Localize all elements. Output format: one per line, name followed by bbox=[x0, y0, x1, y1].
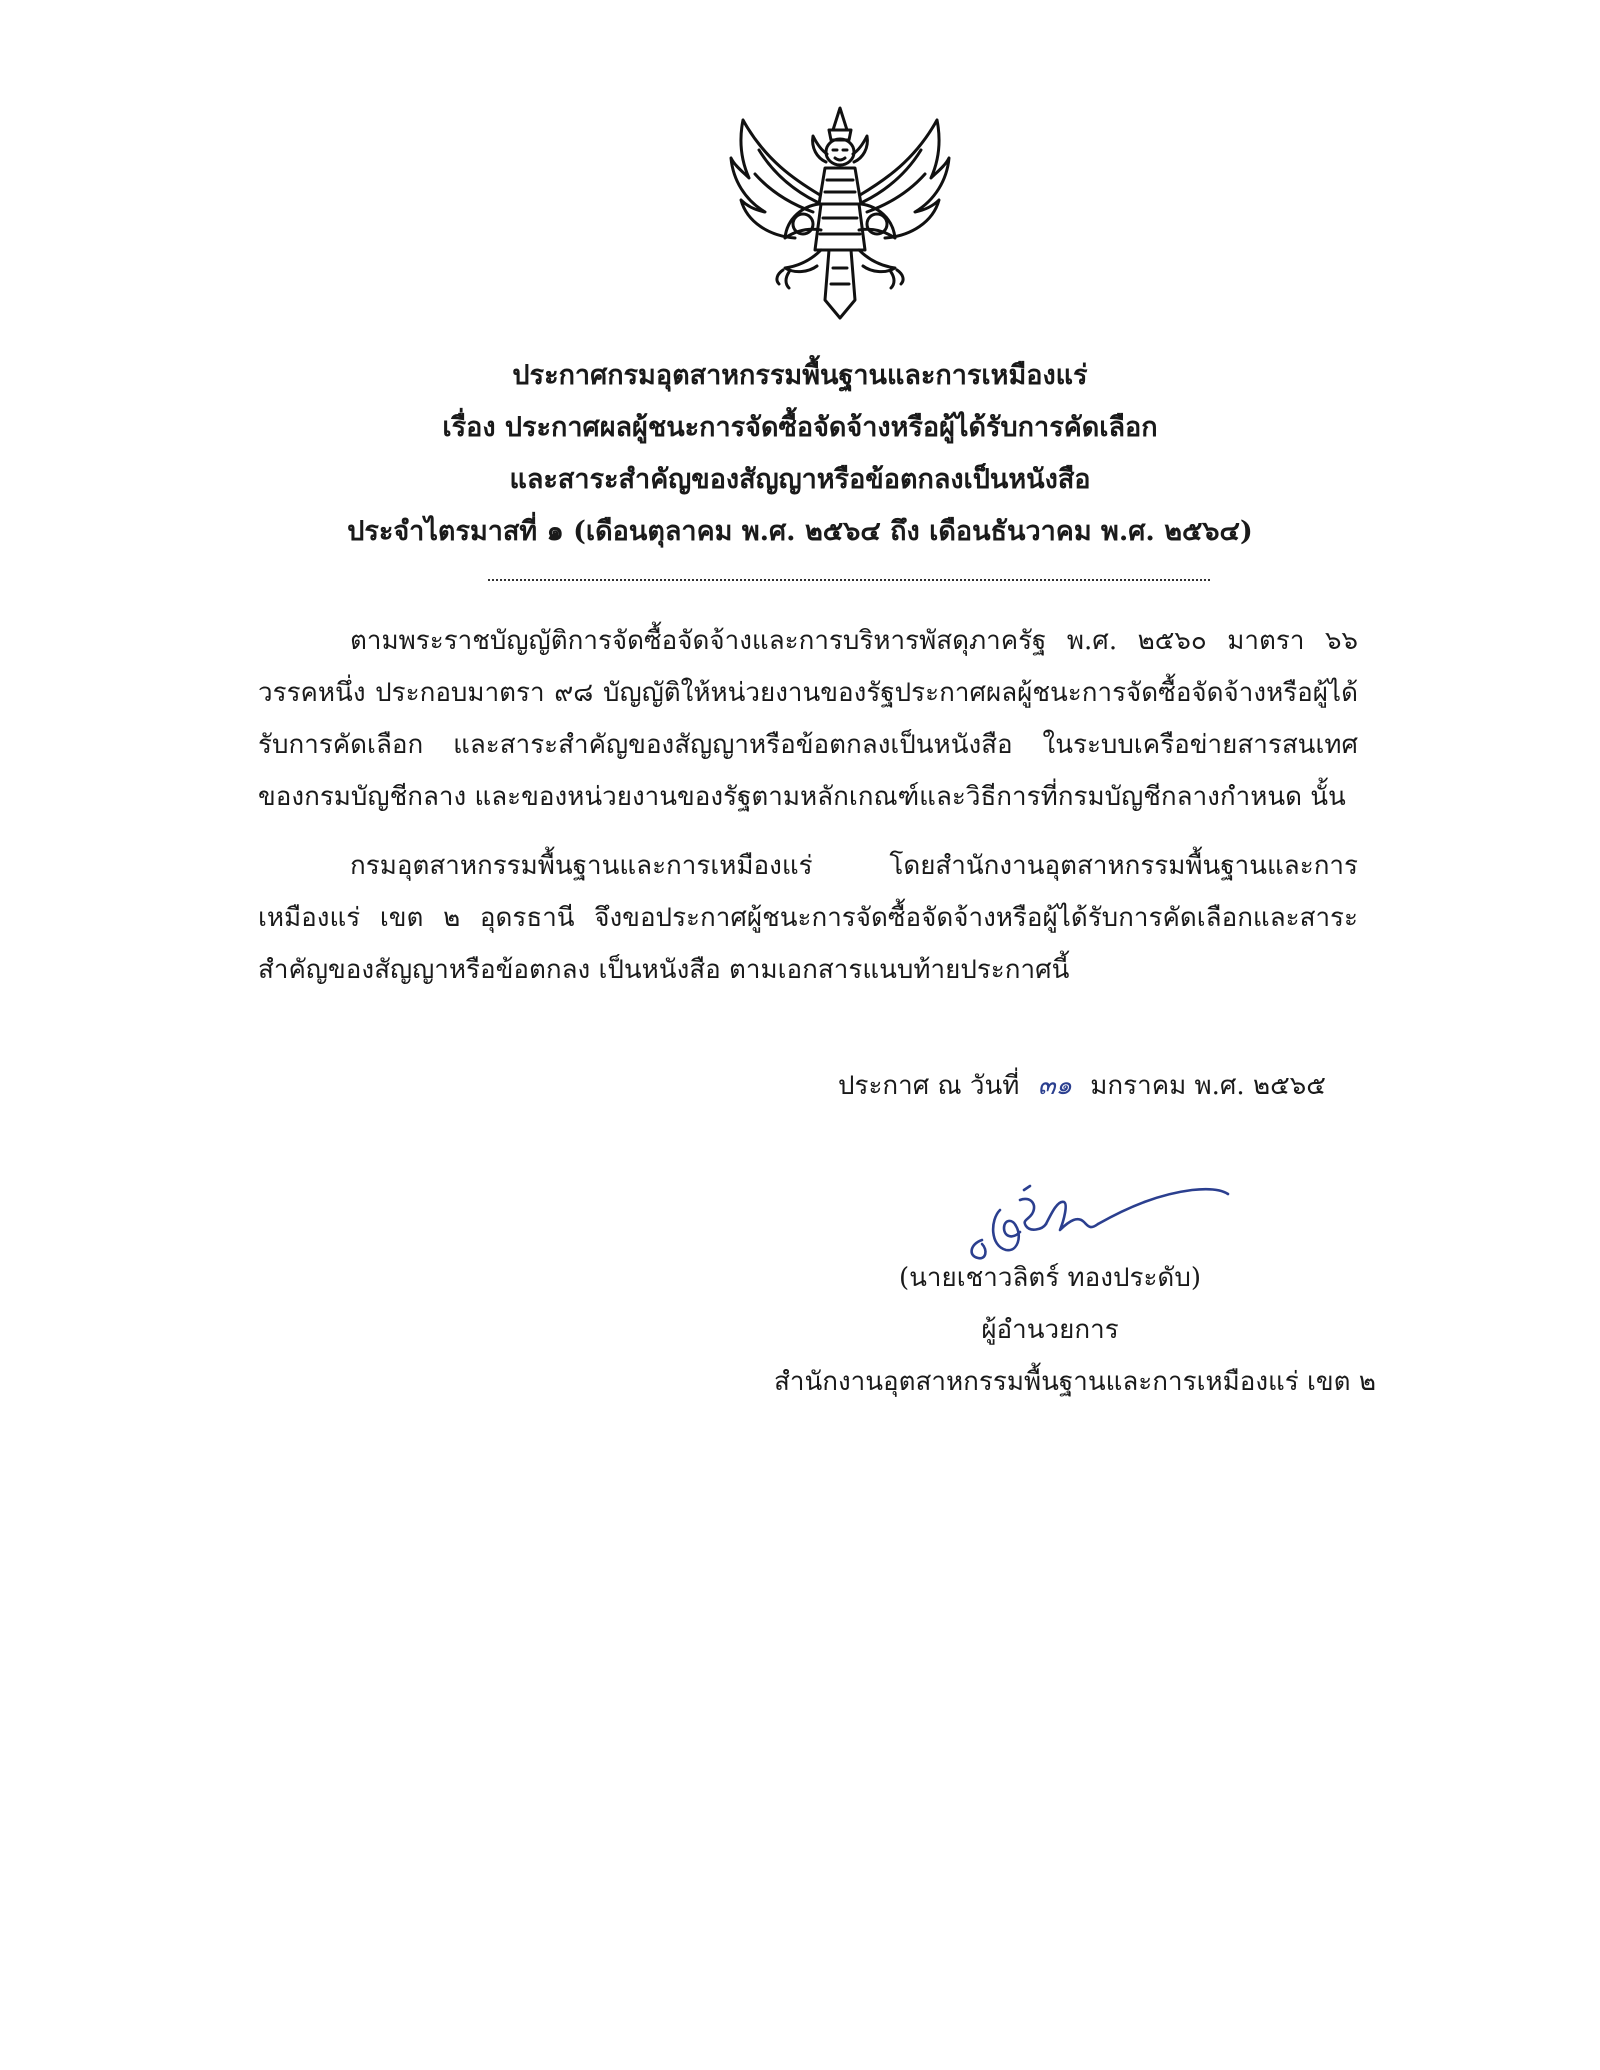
date-day: ๓๑ bbox=[1037, 1071, 1072, 1101]
announcement-header bbox=[200, 350, 1400, 558]
signatory-position: ผู้อำนวยการ bbox=[981, 1315, 1119, 1345]
header-divider bbox=[488, 579, 1210, 581]
announcement-subject: เรื่อง ประกาศผลผู้ชนะการจัดซื้อจัดจ้างหรือผู้ได้รับการคัดเลือก bbox=[442, 412, 1158, 443]
garuda-emblem-icon bbox=[725, 100, 955, 325]
announcement-subject-cont: และสาระสำคัญของสัญญาหรือข้อตกลงเป็นหนังสือ bbox=[509, 464, 1091, 495]
date-suffix: มกราคม พ.ศ. ๒๕๖๕ bbox=[1090, 1071, 1326, 1101]
signatory-office: สำนักงานอุตสาหกรรมพื้นฐานและการเหมืองแร่ เขต ๒ bbox=[774, 1367, 1376, 1397]
announcement-date bbox=[838, 1065, 1326, 1106]
body-paragraph-1-wrap bbox=[258, 615, 1358, 823]
signatory-name: (นายเชาวลิตร์ ทองประดับ) bbox=[899, 1263, 1201, 1293]
body-paragraph-1: ตามพระราชบัญญัติการจัดซื้อจัดจ้างและการบริหารพัสดุภาครัฐ พ.ศ. ๒๕๖๐ มาตรา ๖๖ วรรคหนึ่ง ประกอบมาตรา ๙๘ บัญญัติให้หน่วยงานของรัฐประกาศผลผู้ชนะการจัดซื้อจัดจ้างหรือผู้ได้รับการคัดเลือก และสาระสำคัญของสัญญาหรือข้อตกลงเป็นหนังสือ ในระบบเครือข่ายสารสนเทศของกรมบัญชีกลาง และของหน่วยงานของรัฐตามหลักเกณฑ์และวิธีการที่กรมบัญชีกลางกำหนด นั้น bbox=[258, 626, 1358, 812]
signatory-block bbox=[700, 1252, 1400, 1408]
announcement-quarter: ประจำไตรมาสที่ ๑ (เดือนตุลาคม พ.ศ. ๒๕๖๔ ถึง เดือนธันวาคม พ.ศ. ๒๕๖๔) bbox=[347, 516, 1253, 547]
announcement-issuer: ประกาศกรมอุตสาหกรรมพื้นฐานและการเหมืองแร่ bbox=[512, 360, 1088, 391]
body-paragraph-2-wrap bbox=[258, 840, 1358, 996]
date-prefix: ประกาศ ณ วันที่ bbox=[838, 1071, 1020, 1101]
body-paragraph-2: กรมอุตสาหกรรมพื้นฐานและการเหมืองแร่ โดยสำนักงานอุตสาหกรรมพื้นฐานและการเหมืองแร่ เขต ๒ อุดรธานี จึงขอประกาศผู้ชนะการจัดซื้อจัดจ้างหรือผู้ได้รับการคัดเลือกและสาระสำคัญของสัญญาหรือข้อตกลง เป็นหนังสือ ตามเอกสารแนบท้ายประกาศนี้ bbox=[258, 851, 1358, 985]
